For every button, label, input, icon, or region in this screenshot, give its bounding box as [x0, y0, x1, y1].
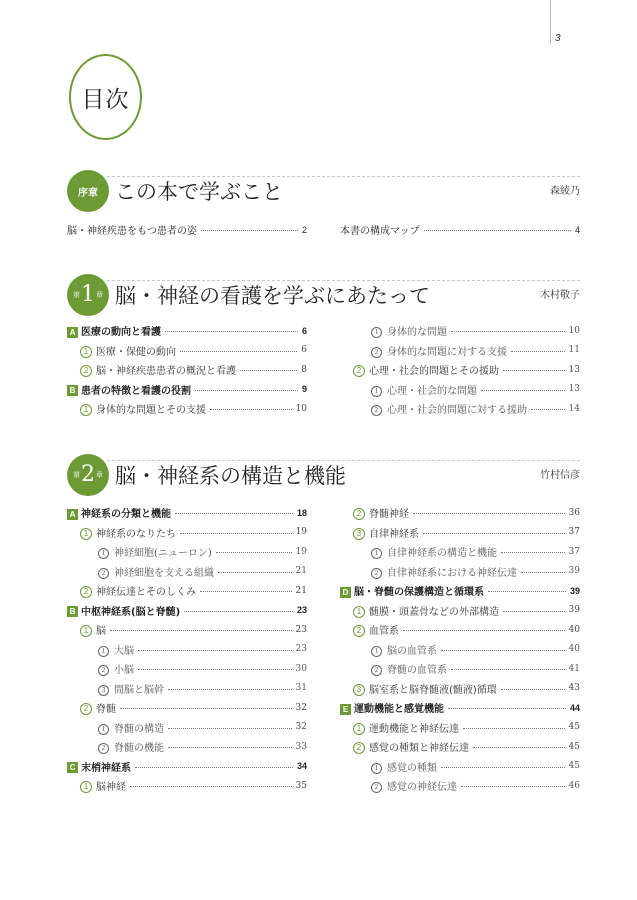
toc-entry[interactable]: [340, 718, 580, 738]
toc-entry-page: 23: [296, 605, 307, 616]
chapter-badge: 第 1 章: [67, 274, 109, 316]
toc-entry-page: 34: [296, 761, 307, 772]
toc-entry-label: 血管系: [369, 626, 399, 638]
toc-entry[interactable]: [340, 380, 580, 400]
toc-entry-label: 脊髄神経: [369, 509, 409, 521]
toc-entry-page: 44: [569, 702, 580, 713]
toc-entry-label: 脳の血管系: [387, 645, 437, 657]
toc-entry-page: 40: [568, 644, 580, 655]
dot-leader: [184, 611, 293, 612]
circled-number-icon: 2: [353, 625, 365, 637]
toc-entry-label: 脊髄の構造: [114, 723, 164, 735]
circled-number-icon: 1: [371, 548, 382, 559]
toc-entry[interactable]: [67, 620, 307, 640]
dot-leader: [138, 669, 292, 670]
circled-number-icon: 1: [353, 606, 365, 618]
toc-entry-page: 19: [295, 527, 307, 538]
toc-entry-page: 19: [295, 546, 307, 557]
toc-entry[interactable]: [67, 679, 307, 699]
toc-entry-label: 髄膜・頭蓋骨などの外部構造: [369, 606, 499, 618]
circled-number-icon: 1: [80, 528, 92, 540]
toc-entry-label: 心理・社会的問題に対する援助: [387, 405, 527, 417]
circled-number-icon: 1: [98, 646, 109, 657]
toc-entry-label: 医療の動向と看護: [81, 327, 161, 339]
circled-number-icon: 2: [371, 568, 382, 579]
toc-entry[interactable]: [340, 341, 580, 361]
dot-leader: [451, 331, 565, 332]
chapter-1: [67, 272, 580, 417]
circled-number-icon: 2: [80, 365, 92, 377]
circled-number-icon: 1: [371, 386, 382, 397]
circled-number-icon: 2: [371, 405, 382, 416]
toc-entry[interactable]: [67, 523, 307, 543]
dot-leader: [441, 650, 565, 651]
chapter-badge: 序章: [67, 170, 109, 212]
toc-entry[interactable]: [67, 380, 307, 400]
toc-entry-page: 13: [568, 364, 580, 375]
chapter-author: 木村敬子: [540, 290, 580, 301]
dot-leader: [180, 533, 292, 534]
chapter-author: 森綾乃: [550, 186, 580, 197]
circled-number-icon: 2: [371, 782, 382, 793]
toc-entry[interactable]: [67, 737, 307, 757]
toc-entry-label: 本書の構成マップ: [340, 226, 420, 238]
toc-entry[interactable]: [340, 399, 580, 419]
chapter-2: [67, 452, 580, 794]
toc-entry[interactable]: [67, 321, 307, 341]
toc-left-column: [67, 220, 307, 240]
dot-leader: [240, 370, 297, 371]
toc-entry-label: 末梢神経系: [81, 762, 131, 774]
toc-entry-label: 患者の特徴と看護の役割: [81, 385, 191, 397]
toc-entry-page: 4: [574, 224, 580, 235]
section-letter-icon: C: [67, 762, 78, 773]
toc-entry[interactable]: [67, 503, 307, 523]
circled-number-icon: 1: [98, 548, 109, 559]
circled-number-icon: 3: [98, 685, 109, 696]
dot-leader: [488, 591, 566, 592]
toc-entry-page: 13: [568, 384, 580, 395]
dot-leader: [201, 230, 298, 231]
toc-entry-label: 間脳と脳幹: [114, 684, 164, 696]
toc-entry-page: 6: [301, 345, 307, 356]
toc-entry-label: 脳・脊髄の保護構造と循環系: [354, 587, 484, 599]
toc-entry-page: 23: [295, 624, 307, 635]
toc-entry[interactable]: [340, 698, 580, 718]
dot-leader: [210, 409, 292, 410]
toc-entry[interactable]: [340, 220, 580, 240]
circled-number-icon: 2: [98, 665, 109, 676]
circled-number-icon: 3: [353, 528, 365, 540]
toc-entry-label: 感覚の神経伝達: [387, 782, 457, 794]
dot-leader: [200, 591, 292, 592]
chapter-badge: 第 2 章: [67, 454, 109, 496]
toc-entry-page: 11: [568, 345, 580, 356]
toc-right-column: [340, 220, 580, 240]
toc-entry[interactable]: [340, 640, 580, 660]
dot-leader: [130, 786, 292, 787]
circled-number-icon: 2: [80, 586, 92, 598]
circled-number-icon: 2: [353, 365, 365, 377]
circled-number-icon: 2: [353, 508, 365, 520]
toc-entry-label: 運動機能と感覚機能: [354, 704, 444, 716]
toc-title-badge: [69, 54, 142, 140]
dot-leader: [448, 708, 566, 709]
dot-leader: [168, 689, 292, 690]
dot-leader: [138, 650, 292, 651]
toc-entry-label: 脳神経: [96, 782, 126, 794]
toc-entry-page: 9: [301, 384, 307, 395]
toc-entry-page: 45: [568, 761, 580, 772]
toc-entry-page: 39: [568, 566, 580, 577]
circled-number-icon: 1: [371, 763, 382, 774]
page-margin-rule: [550, 0, 551, 44]
toc-entry-label: 大脳: [114, 645, 134, 657]
toc-entry[interactable]: [67, 718, 307, 738]
section-letter-icon: B: [67, 385, 78, 396]
circled-number-icon: 2: [371, 347, 382, 358]
section-letter-icon: E: [340, 704, 351, 715]
chapter-header: [67, 272, 580, 312]
toc-entry[interactable]: [340, 776, 580, 796]
toc-entry-label: 感覚の種類: [387, 762, 437, 774]
toc-entry-page: 39: [568, 605, 580, 616]
toc-entry[interactable]: [67, 659, 307, 679]
circled-number-icon: 2: [371, 665, 382, 676]
toc-title: 目次: [81, 86, 130, 113]
toc-entry[interactable]: [340, 757, 580, 777]
toc-entry[interactable]: [340, 659, 580, 679]
toc-entry-page: 37: [568, 527, 580, 538]
toc-entry-label: 脊髄の機能: [114, 743, 164, 755]
toc-entry-label: 自律神経系: [369, 528, 419, 540]
dot-leader: [441, 767, 565, 768]
toc-entry-page: 45: [568, 722, 580, 733]
toc-entry-page: 2: [301, 224, 307, 235]
dot-leader: [463, 728, 565, 729]
dot-leader: [473, 747, 565, 748]
dot-leader: [120, 708, 292, 709]
chapter-header: [67, 168, 580, 208]
dot-leader: [451, 669, 565, 670]
circled-number-icon: 1: [98, 724, 109, 735]
section-letter-icon: D: [340, 587, 351, 598]
toc-entry-page: 45: [568, 741, 580, 752]
toc-entry[interactable]: [67, 399, 307, 419]
toc-entry-label: 脳: [96, 626, 106, 638]
dot-leader: [503, 611, 565, 612]
toc-entry-page: 14: [568, 403, 580, 414]
toc-entry-label: 運動機能と神経伝達: [369, 723, 459, 735]
toc-entry-label: 感覚の種類と神経伝達: [369, 743, 469, 755]
toc-entry[interactable]: [340, 321, 580, 341]
chapter-intro: [67, 168, 580, 238]
circled-number-icon: 1: [80, 625, 92, 637]
toc-entry[interactable]: [67, 601, 307, 621]
toc-entry-page: 33: [295, 741, 307, 752]
dot-leader: [461, 786, 565, 787]
toc-entry[interactable]: [67, 562, 307, 582]
toc-entry-page: 21: [295, 566, 307, 577]
toc-entry-page: 32: [295, 722, 307, 733]
circled-number-icon: 2: [98, 743, 109, 754]
toc-entry-label: 医療・保健の動向: [96, 346, 176, 358]
toc-entry[interactable]: [67, 220, 307, 240]
dot-leader: [180, 351, 297, 352]
toc-entry-page: 6: [301, 325, 307, 336]
dot-leader: [218, 572, 292, 573]
dot-leader: [521, 572, 565, 573]
chapter-title[interactable]: 脳・神経系の構造と機能: [115, 464, 346, 488]
toc-entry-page: 46: [568, 780, 580, 791]
toc-entry-page: 40: [568, 624, 580, 635]
toc-entry-label: 自律神経系における神経伝達: [387, 567, 517, 579]
dot-leader: [481, 390, 565, 391]
toc-entry-page: 37: [568, 546, 580, 557]
toc-entry[interactable]: [67, 360, 307, 380]
toc-entry[interactable]: [340, 542, 580, 562]
toc-entry[interactable]: [340, 503, 580, 523]
toc-entry-label: 神経細胞(ニューロン): [114, 548, 212, 560]
toc-left-column: [67, 321, 307, 419]
toc-left-column: [67, 503, 307, 796]
toc-entry-page: 32: [295, 702, 307, 713]
dot-leader: [403, 630, 565, 631]
dot-leader: [424, 230, 571, 231]
dot-leader: [413, 513, 565, 514]
toc-entry[interactable]: [340, 737, 580, 757]
toc-entry-label: 神経細胞を支える組織: [114, 567, 214, 579]
chapter-author: 竹村信彦: [540, 470, 580, 481]
toc-entry-page: 36: [568, 507, 580, 518]
dot-leader: [216, 552, 292, 553]
dot-leader: [503, 370, 565, 371]
toc-entry-label: 神経伝達とそのしくみ: [96, 587, 196, 599]
circled-number-icon: 1: [371, 646, 382, 657]
toc-entry-label: 神経系の分類と機能: [81, 509, 171, 521]
toc-entry[interactable]: [340, 620, 580, 640]
dot-leader: [501, 689, 565, 690]
circled-number-icon: 1: [80, 346, 92, 358]
toc-entry[interactable]: [67, 640, 307, 660]
toc-entry-label: 小脳: [114, 665, 134, 677]
toc-entry-label: 脳・神経疾患患者の概況と看護: [96, 366, 236, 378]
toc-entry-page: 10: [295, 403, 307, 414]
page-number: 3: [555, 33, 561, 44]
chapter-title[interactable]: この本で学ぶこと: [115, 180, 283, 204]
circled-number-icon: 1: [80, 404, 92, 416]
toc-entry-page: 18: [296, 507, 307, 518]
dot-leader: [501, 552, 565, 553]
toc-entry[interactable]: [340, 601, 580, 621]
toc-entry-label: 心理・社会的な問題: [387, 385, 477, 397]
circled-number-icon: 2: [80, 703, 92, 715]
toc-entry[interactable]: [340, 679, 580, 699]
toc-entry-page: 43: [568, 683, 580, 694]
toc-entry[interactable]: [340, 360, 580, 380]
dot-leader: [135, 767, 293, 768]
toc-entry[interactable]: [67, 542, 307, 562]
toc-entry-label: 脊髄: [96, 704, 116, 716]
toc-entry-label: 身体的な問題に対する支援: [387, 346, 507, 358]
circled-number-icon: 1: [371, 327, 382, 338]
toc-entry-page: 41: [568, 663, 580, 674]
dot-leader: [110, 630, 292, 631]
toc-entry-label: 脊髄の血管系: [387, 665, 447, 677]
toc-entry[interactable]: [67, 757, 307, 777]
toc-entry-label: 心理・社会的問題とその援助: [369, 366, 499, 378]
dot-leader: [423, 533, 565, 534]
toc-entry[interactable]: [340, 523, 580, 543]
chapter-title[interactable]: 脳・神経の看護を学ぶにあたって: [115, 284, 430, 308]
circled-number-icon: 2: [353, 742, 365, 754]
toc-entry-page: 10: [568, 325, 580, 336]
toc-entry[interactable]: [340, 581, 580, 601]
toc-entry-label: 身体的な問題: [387, 327, 447, 339]
dot-leader: [175, 513, 293, 514]
dot-leader: [165, 331, 298, 332]
toc-entry[interactable]: [67, 776, 307, 796]
toc-entry-page: 35: [295, 780, 307, 791]
toc-entry-label: 中枢神経系(脳と脊髄): [81, 606, 181, 618]
circled-number-icon: 2: [98, 568, 109, 579]
dot-leader: [168, 747, 292, 748]
section-letter-icon: A: [67, 509, 78, 520]
toc-entry-page: 39: [569, 585, 580, 596]
dot-leader: [511, 351, 565, 352]
toc-entry-page: 30: [295, 663, 307, 674]
chapter-header: [67, 452, 580, 492]
toc-entry[interactable]: [340, 562, 580, 582]
toc-entry-page: 31: [295, 683, 307, 694]
toc-entry-label: 自律神経系の構造と機能: [387, 548, 497, 560]
toc-entry-page: 21: [295, 585, 307, 596]
dot-leader: [531, 409, 565, 410]
toc-right-column: [340, 503, 580, 796]
toc-entry[interactable]: [67, 581, 307, 601]
dot-leader: [168, 728, 292, 729]
toc-entry-label: 脳・神経疾患をもつ患者の姿: [67, 226, 197, 238]
section-letter-icon: A: [67, 327, 78, 338]
circled-number-icon: 1: [353, 723, 365, 735]
toc-entry[interactable]: [67, 698, 307, 718]
dot-leader: [195, 390, 298, 391]
toc-right-column: [340, 321, 580, 419]
toc-entry-label: 身体的な問題とその支援: [96, 405, 206, 417]
circled-number-icon: 3: [353, 684, 365, 696]
toc-entry-page: 8: [301, 364, 307, 375]
toc-entry-label: 脳室系と脳脊髄液(髄液)循環: [369, 684, 497, 696]
toc-entry[interactable]: [67, 341, 307, 361]
section-letter-icon: B: [67, 606, 78, 617]
toc-entry-page: 23: [295, 644, 307, 655]
toc-entry-label: 神経系のなりたち: [96, 528, 176, 540]
circled-number-icon: 1: [80, 781, 92, 793]
